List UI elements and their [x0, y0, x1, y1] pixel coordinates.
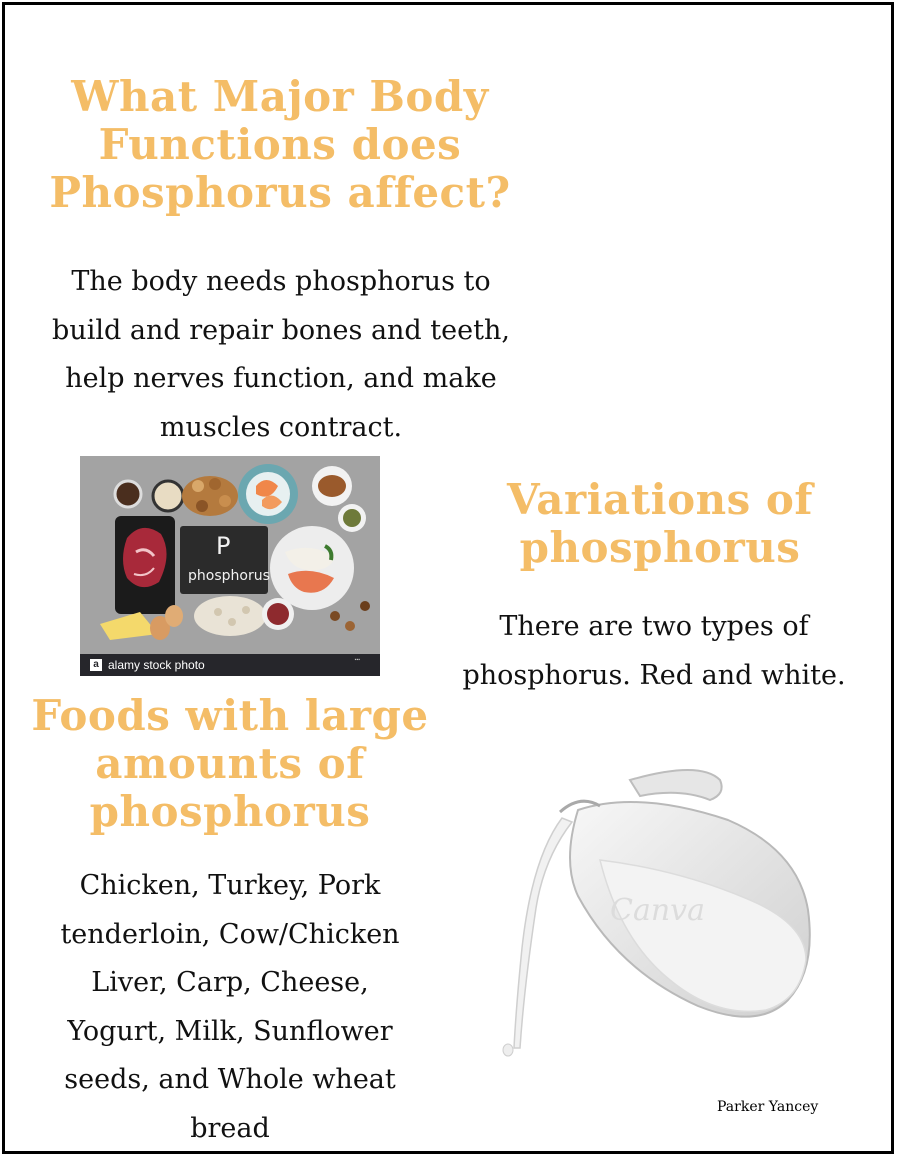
heading-body-functions	[30, 73, 530, 217]
text-line: phosphorus. Red and white.	[462, 659, 846, 691]
heading-line: phosphorus	[89, 787, 371, 836]
heading-line: What Major Body	[71, 72, 489, 121]
text-line: Chicken, Turkey, Pork	[79, 870, 381, 901]
text-line: muscles contract.	[159, 411, 403, 443]
text-line: seeds, and Whole wheat	[64, 1064, 396, 1095]
text-line: Yogurt, Milk, Sunflower	[67, 1015, 393, 1047]
heading-line: Foods with large	[31, 691, 429, 740]
slate-word: phosphorus	[188, 568, 270, 584]
heading-line: phosphorus	[519, 523, 801, 572]
stock-watermark-bar	[80, 654, 380, 676]
heading-line: Phosphorus affect?	[49, 168, 511, 217]
text-line: The body needs phosphorus to	[71, 266, 491, 297]
alamy-logo-icon: a	[90, 659, 102, 671]
paragraph-foods	[20, 862, 440, 1153]
heading-foods	[20, 692, 440, 836]
heading-line: Functions does	[98, 120, 462, 169]
milk-jug-illustration	[490, 760, 830, 1060]
text-line: tenderloin, Cow/Chicken	[60, 918, 400, 950]
text-line: build and repair bones and teeth,	[52, 314, 510, 346]
heading-line: Variations of	[507, 475, 813, 524]
heading-line: amounts of	[95, 739, 365, 788]
stock-id-mark: ▪▪▪	[354, 657, 360, 663]
phosphorus-foods-photo	[80, 456, 380, 676]
text-line: Liver, Carp, Cheese,	[91, 967, 369, 998]
text-line: bread	[190, 1112, 270, 1144]
paragraph-variations	[436, 603, 872, 700]
text-line: help nerves function, and make	[65, 363, 497, 394]
canva-watermark: Canva	[610, 893, 705, 928]
slate-letter: P	[216, 532, 231, 560]
heading-variations	[470, 476, 850, 572]
author-signature: Parker Yancey	[717, 1099, 819, 1115]
text-line: There are two types of	[499, 611, 809, 642]
stock-watermark-text: alamy stock photo	[108, 658, 205, 672]
paragraph-body-functions	[18, 258, 544, 452]
foods-illustration	[80, 456, 380, 654]
